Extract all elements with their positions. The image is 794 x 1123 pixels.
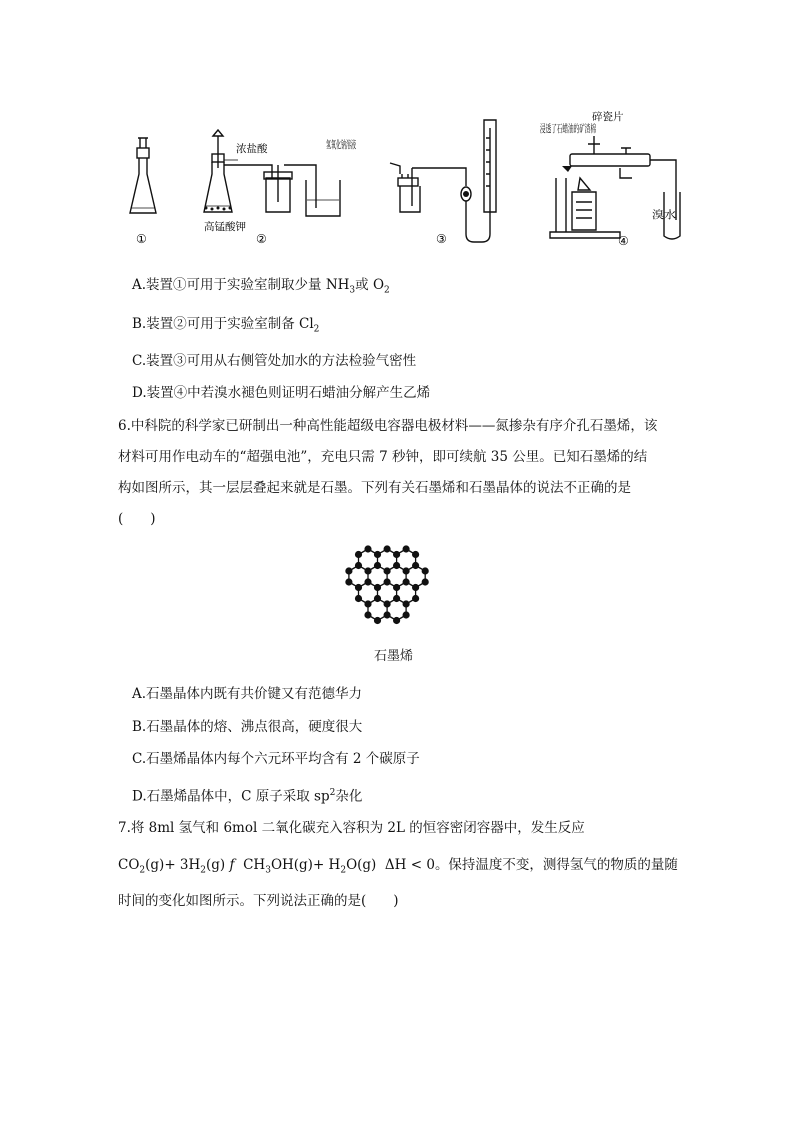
graphene-atom xyxy=(393,562,400,569)
graphene-atom xyxy=(355,562,362,569)
q5-option-b: B.装置②可用于实验室制备 $Cl_2$ xyxy=(132,316,320,335)
label-2: ② xyxy=(256,232,267,246)
graphene-atom xyxy=(403,567,410,574)
graphene-atom xyxy=(364,600,371,607)
q6-bracket: ( ) xyxy=(118,511,156,527)
bromine-water-label: 溴水 xyxy=(652,209,673,221)
cracking-apparatus-4 xyxy=(550,136,680,239)
graphene-atom xyxy=(374,562,381,569)
airtightness-apparatus-3 xyxy=(390,120,496,242)
kmno4-label: 高锰酸钾 xyxy=(204,221,246,233)
q6-stem-line3: 构如图所示，其一层层叠起来就是石墨。下列有关石墨烯和石墨晶体的说法不正确的是 xyxy=(118,480,631,496)
label-4: ④ xyxy=(618,234,629,248)
graphene-atom xyxy=(374,584,381,591)
graphene-atom xyxy=(374,617,381,624)
graphene-atom xyxy=(345,578,352,585)
graphene-atom xyxy=(384,600,391,607)
graphene-atom xyxy=(364,545,371,552)
q7-line3: 时间的变化如图所示。下列说法正确的是( ) xyxy=(118,893,399,909)
graphene-caption: 石墨烯 xyxy=(374,649,414,664)
label-3: ③ xyxy=(436,232,447,246)
q5-option-d: D.装置④中若溴水褪色则证明石蜡油分解产生乙烯 xyxy=(132,385,431,401)
graphene-figure xyxy=(340,540,440,640)
flask-apparatus-1 xyxy=(130,138,156,213)
label-1: ① xyxy=(136,232,147,246)
graphene-atom xyxy=(384,578,391,585)
graphene-atom xyxy=(384,545,391,552)
q6-stem-line2: 材料可用作电动车的“超强电池”，充电只需 7 秒钟，即可续航 35 公里。已知石墨烯的结 xyxy=(118,449,648,465)
graphene-atom xyxy=(403,578,410,585)
graphene-atom xyxy=(422,567,429,574)
graphene-atom xyxy=(384,611,391,618)
graphene-atom xyxy=(412,595,419,602)
graphene-atom xyxy=(345,567,352,574)
q6-option-d: D.石墨烯晶体中，C 原子采取 $sp^2$杂化 xyxy=(132,788,363,805)
conc-hcl-label: 浓盐酸 xyxy=(236,143,268,155)
graphene-atom xyxy=(374,551,381,558)
graphene-atom xyxy=(374,595,381,602)
q7-equation-line: $CO_2(g)+ 3H_2(g)$ f $CH_3OH(g)+ H_2O(g) \Delta H < 0$。保持温度不变，测得氢气的物质的量随 xyxy=(118,857,678,876)
graphene-atom xyxy=(384,567,391,574)
graphene-atom xyxy=(393,595,400,602)
graphene-atom xyxy=(364,578,371,585)
graphene-atom xyxy=(403,545,410,552)
q6-option-b: B.石墨晶体的熔、沸点很高，硬度很大 xyxy=(132,719,363,735)
q6-stem-line1: 6.中科院的科学家已研制出一种高性能超级电容器电极材料——氮掺杂有序介孔石墨烯，该 xyxy=(118,418,658,434)
q7-line1: 7.将 8ml 氢气和 6mol 二氧化碳充入容积为 2L 的恒容密闭容器中，发生反应 xyxy=(118,820,585,836)
graphene-atom xyxy=(393,584,400,591)
graphene-atom xyxy=(355,584,362,591)
graphene-atom xyxy=(403,611,410,618)
graphene-atom xyxy=(393,551,400,558)
q6-option-c: C.石墨烯晶体内每个六元环平均含有 2 个碳原子 xyxy=(132,751,420,767)
q5-option-c: C.装置③可用从右侧管处加水的方法检验气密性 xyxy=(132,353,417,369)
graphene-atom xyxy=(412,551,419,558)
graphene-atom xyxy=(403,600,410,607)
naoh-label: 氢氧化钠溶液 xyxy=(326,139,389,151)
graphene-atom xyxy=(412,562,419,569)
graphene-atom xyxy=(364,567,371,574)
graphene-atom xyxy=(422,578,429,585)
wool-label: 浸透了石蜡油的矿渣棉 xyxy=(540,123,645,135)
graphene-atom xyxy=(412,584,419,591)
q6-option-a: A.石墨晶体内既有共价键又有范德华力 xyxy=(132,686,363,702)
graphene-atom xyxy=(393,617,400,624)
graphene-atom xyxy=(355,595,362,602)
q5-option-a: A.装置①可用于实验室制取少量 $NH_3$或 $O_2$ xyxy=(132,277,390,296)
chlorine-apparatus-2 xyxy=(204,130,340,216)
graphene-atom xyxy=(364,611,371,618)
apparatus-figure xyxy=(120,108,690,253)
ceramic-label: 碎瓷片 xyxy=(592,111,624,123)
graphene-atom xyxy=(355,551,362,558)
